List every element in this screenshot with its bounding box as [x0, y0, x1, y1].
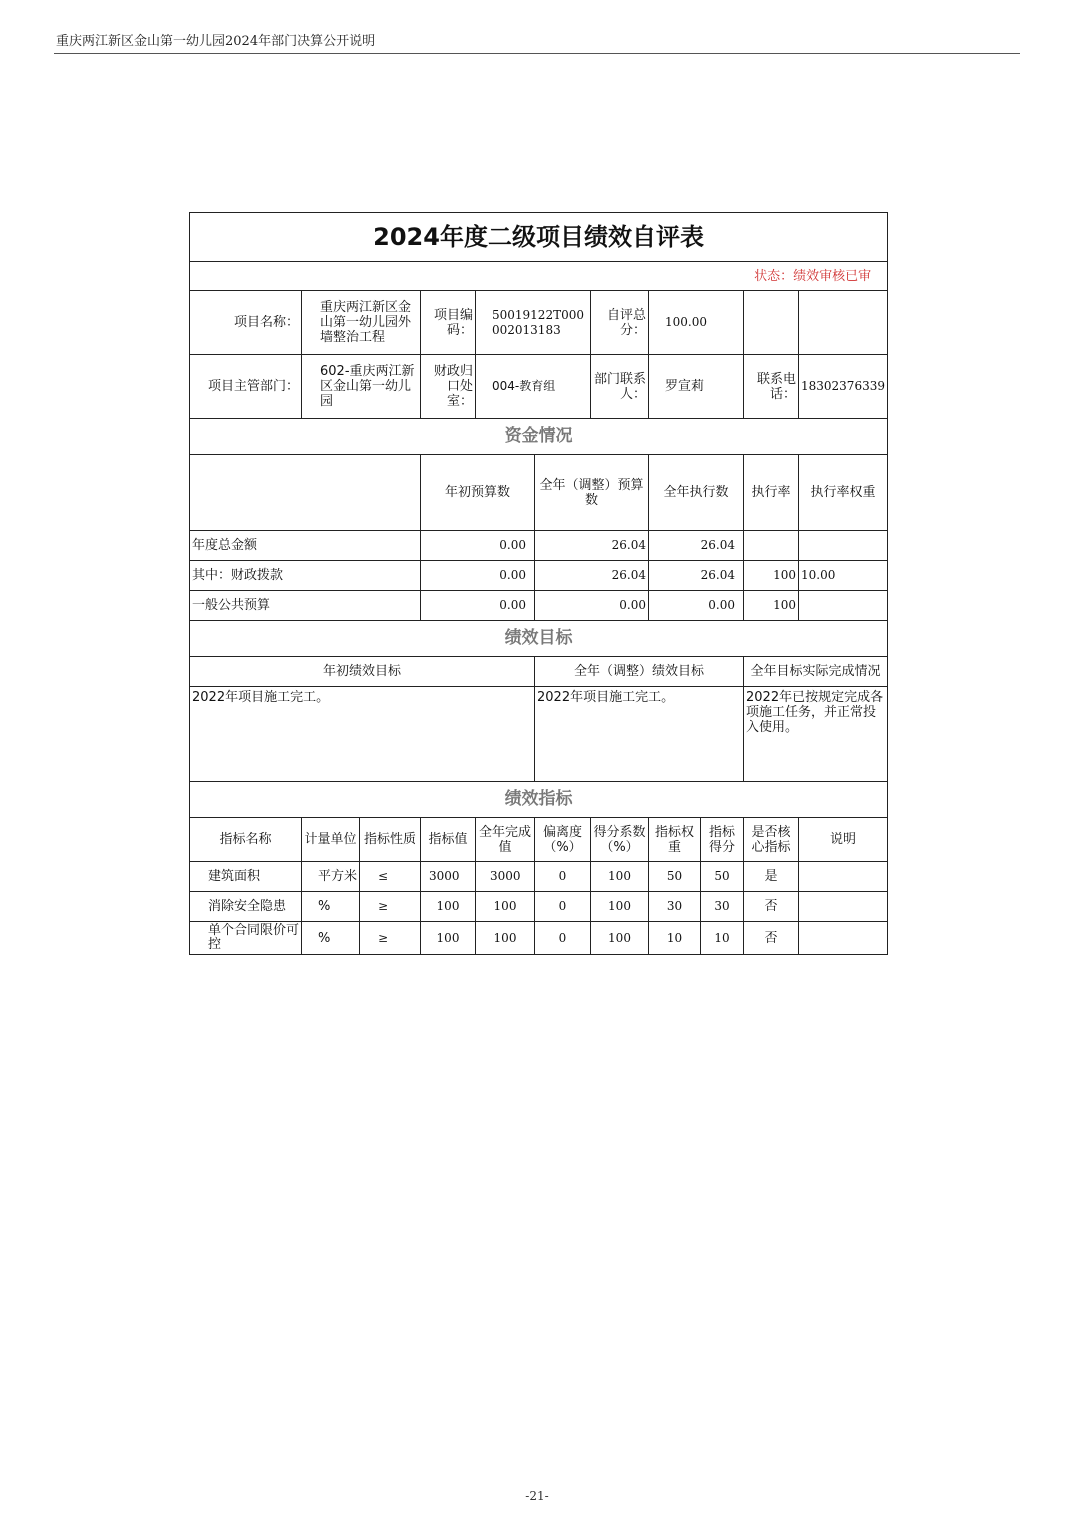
funds-row-adjusted: 0.00 [535, 591, 649, 621]
ind-unit: % [302, 922, 360, 955]
goals-section-title: 绩效目标 [190, 621, 888, 657]
funds-header-rate: 执行率 [744, 455, 799, 531]
ind-deviation: 0 [535, 862, 591, 892]
funds-row-adjusted: 26.04 [535, 531, 649, 561]
ind-actual: 100 [476, 892, 535, 922]
finance-value: 004-教育组 [476, 355, 591, 419]
ind-nature: ≤ [360, 862, 421, 892]
contact-value: 罗宣莉 [649, 355, 744, 419]
ind-deviation: 0 [535, 892, 591, 922]
ind-note [799, 892, 888, 922]
ind-header-core: 是否核心指标 [744, 818, 799, 862]
table-row [190, 922, 888, 955]
ind-header-weight: 指标权重 [649, 818, 701, 862]
table-row [190, 862, 888, 892]
ind-score: 30 [701, 892, 744, 922]
funds-row-initial: 0.00 [421, 591, 535, 621]
dept-label: 项目主管部门： [190, 355, 302, 419]
project-name-value: 重庆两江新区金山第一幼儿园外墙整治工程 [302, 291, 421, 355]
funds-row-name: 一般公共预算 [190, 591, 421, 621]
ind-header-deviation: 偏离度（%） [535, 818, 591, 862]
funds-row-executed: 26.04 [649, 531, 744, 561]
ind-nature: ≥ [360, 922, 421, 955]
table-row [190, 892, 888, 922]
status-label: 状态：绩效审核已审 [190, 262, 888, 291]
ind-target: 100 [421, 922, 476, 955]
goals-header-adjusted: 全年（调整）绩效目标 [535, 657, 744, 687]
ind-header-name: 指标名称 [190, 818, 302, 862]
funds-row-initial: 0.00 [421, 561, 535, 591]
ind-name: 消除安全隐患 [190, 892, 302, 922]
funds-row-adjusted: 26.04 [535, 561, 649, 591]
ind-header-unit: 计量单位 [302, 818, 360, 862]
ind-score: 10 [701, 922, 744, 955]
contact-label: 部门联系人： [591, 355, 649, 419]
performance-self-evaluation-table [189, 212, 888, 955]
ind-score: 50 [701, 862, 744, 892]
funds-row-executed: 26.04 [649, 561, 744, 591]
funds-row-executed: 0.00 [649, 591, 744, 621]
funds-row-rate: 100 [744, 591, 799, 621]
indicators-section-title: 绩效指标 [190, 782, 888, 818]
goals-header-actual: 全年目标实际完成情况 [744, 657, 888, 687]
ind-coef: 100 [591, 922, 649, 955]
funds-section-title: 资金情况 [190, 419, 888, 455]
ind-header-note: 说明 [799, 818, 888, 862]
page-number: -21- [525, 1489, 549, 1503]
ind-actual: 100 [476, 922, 535, 955]
funds-row-weight: 10.00 [799, 561, 888, 591]
ind-header-actual: 全年完成值 [476, 818, 535, 862]
funds-row-rate [744, 531, 799, 561]
funds-header-weight: 执行率权重 [799, 455, 888, 531]
goal-adjusted-text: 2022年项目施工完工。 [535, 687, 744, 782]
goal-actual-text: 2022年已按规定完成各项施工任务，并正常投入使用。 [744, 687, 888, 782]
ind-target: 100 [421, 892, 476, 922]
funds-header-empty [190, 455, 421, 531]
funds-header-initial: 年初预算数 [421, 455, 535, 531]
empty-cell [799, 291, 888, 355]
ind-name: 建筑面积 [190, 862, 302, 892]
empty-cell [744, 291, 799, 355]
project-code-label: 项目编码： [421, 291, 476, 355]
phone-label: 联系电话： [744, 355, 799, 419]
ind-deviation: 0 [535, 922, 591, 955]
funds-header-adjusted: 全年（调整）预算数 [535, 455, 649, 531]
score-value: 100.00 [649, 291, 744, 355]
funds-row-rate: 100 [744, 561, 799, 591]
ind-target: 3000 [421, 862, 476, 892]
score-label: 自评总分： [591, 291, 649, 355]
project-name-label: 项目名称： [190, 291, 302, 355]
ind-core: 否 [744, 922, 799, 955]
header-rule [54, 53, 1020, 54]
funds-row-weight [799, 591, 888, 621]
ind-weight: 30 [649, 892, 701, 922]
phone-value: 18302376339 [799, 355, 888, 419]
goal-initial-text: 2022年项目施工完工。 [190, 687, 535, 782]
goals-header-initial: 年初绩效目标 [190, 657, 535, 687]
ind-coef: 100 [591, 892, 649, 922]
funds-row-weight [799, 531, 888, 561]
project-code-value: 50019122T000002013183 [476, 291, 591, 355]
funds-header-executed: 全年执行数 [649, 455, 744, 531]
ind-unit: % [302, 892, 360, 922]
ind-header-score: 指标得分 [701, 818, 744, 862]
ind-weight: 10 [649, 922, 701, 955]
form-title: 2024年度二级项目绩效自评表 [190, 213, 888, 262]
finance-label: 财政归口处室： [421, 355, 476, 419]
ind-header-nature: 指标性质 [360, 818, 421, 862]
ind-note [799, 922, 888, 955]
ind-unit: 平方米 [302, 862, 360, 892]
ind-note [799, 862, 888, 892]
funds-row-name: 年度总金额 [190, 531, 421, 561]
page-header: 重庆两江新区金山第一幼儿园2024年部门决算公开说明 [56, 34, 376, 49]
ind-core: 否 [744, 892, 799, 922]
ind-core: 是 [744, 862, 799, 892]
dept-value: 602-重庆两江新区金山第一幼儿园 [302, 355, 421, 419]
funds-row-name: 其中：财政拨款 [190, 561, 421, 591]
ind-header-coef: 得分系数（%） [591, 818, 649, 862]
ind-name: 单个合同限价可控 [190, 922, 302, 955]
funds-row-initial: 0.00 [421, 531, 535, 561]
ind-header-target: 指标值 [421, 818, 476, 862]
ind-actual: 3000 [476, 862, 535, 892]
ind-coef: 100 [591, 862, 649, 892]
ind-nature: ≥ [360, 892, 421, 922]
ind-weight: 50 [649, 862, 701, 892]
